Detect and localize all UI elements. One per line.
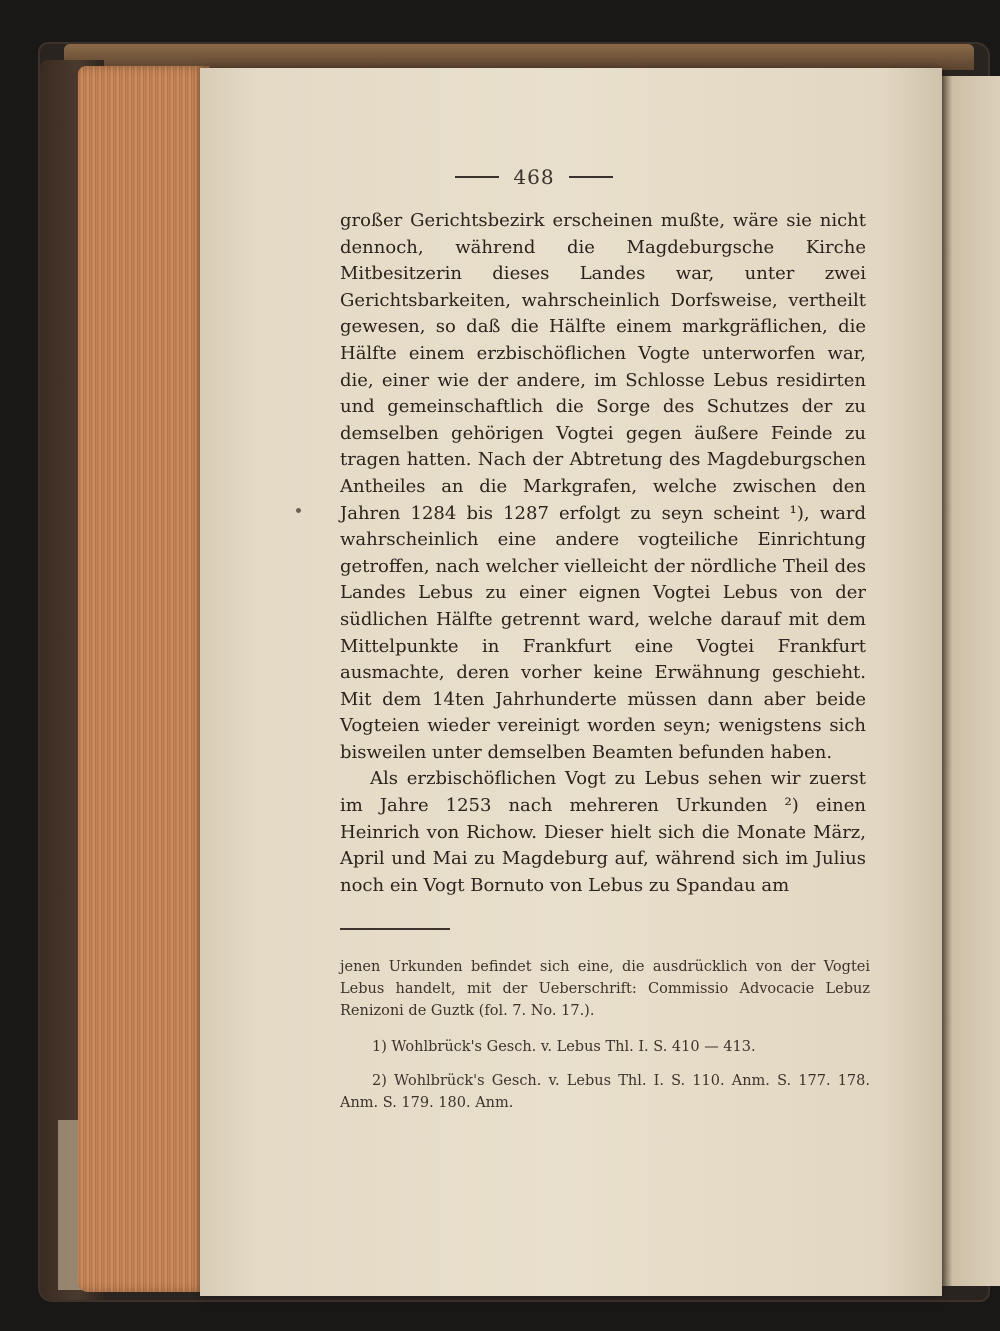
page-header [324, 160, 744, 194]
footnote-rule [340, 928, 450, 930]
header-dash-left [455, 176, 499, 178]
margin-speck [296, 508, 301, 513]
paragraph-2: Als erzbischöflichen Vogt zu Lebus sehen wir zuerst im Jahre 1253 nach mehreren Urkunden ²) einen Heinrich von Richow. Dieser hielt sich die Monate März, April und Mai zu Magdeburg auf, während sich im Julius noch ein Vogt Bornuto von Lebus zu Spandau am [340, 768, 866, 896]
page-number: 468 [513, 165, 555, 189]
main-text [340, 208, 866, 899]
header-dash-right [569, 176, 613, 178]
facing-page-edge [942, 76, 1000, 1286]
paragraph-1: großer Gerichtsbezirk erscheinen mußte, wäre sie nicht dennoch, während die Magdeburgsche Kirche Mitbesitzerin dieses Landes war, unter zwei Gerichtsbarkeiten, wahrscheinlich Dorfsweise, vertheilt gewesen, so daß die Hälfte einem markgräflichen, die Hälfte einem erzbischöflichen Vogte unterworfen war, die, einer wie der andere, im Schlosse Lebus residirten und gemeinschaftlich die Sorge des Schutzes der zu demselben gehörigen Vogtei gegen äußere Feinde zu tragen hatten. Nach der Abtretung des Magdeburgschen Antheiles an die Markgrafen, welche zwischen den Jahren 1284 bis 1287 erfolgt zu seyn scheint ¹), ward wahrscheinlich eine andere vogteiliche Einrichtung getroffen, nach welcher vielleicht der nördliche Theil des Landes Lebus zu einer eignen Vogtei Lebus von der südlichen Hälfte getrennt ward, welche darauf mit dem Mittelpunkte in Frankfurt eine Vogtei Frankfurt ausmachte, deren vorher keine Erwähnung geschieht. Mit dem 14ten Jahrhunderte müssen dann aber beide Vogteien wieder vereinigt worden seyn; wenigstens sich bisweilen unter demselben Beamten befunden haben. [340, 210, 866, 763]
page-block-edges [78, 66, 210, 1292]
footnotes [340, 956, 870, 1126]
footnote-2: 2) Wohlbrück's Gesch. v. Lebus Thl. I. S. 110. Anm. S. 177. 178. Anm. S. 179. 180. Anm. [340, 1073, 870, 1111]
footnote-1: 1) Wohlbrück's Gesch. v. Lebus Thl. I. S. 410 — 413. [372, 1039, 756, 1055]
footnote-continuation: jenen Urkunden befindet sich eine, die ausdrücklich von der Vogtei Lebus handelt, mit der Ueberschrift: Commissio Advocacie Lebuz Renizoni de Guztk (fol. 7. No. 17.). [340, 959, 870, 1019]
